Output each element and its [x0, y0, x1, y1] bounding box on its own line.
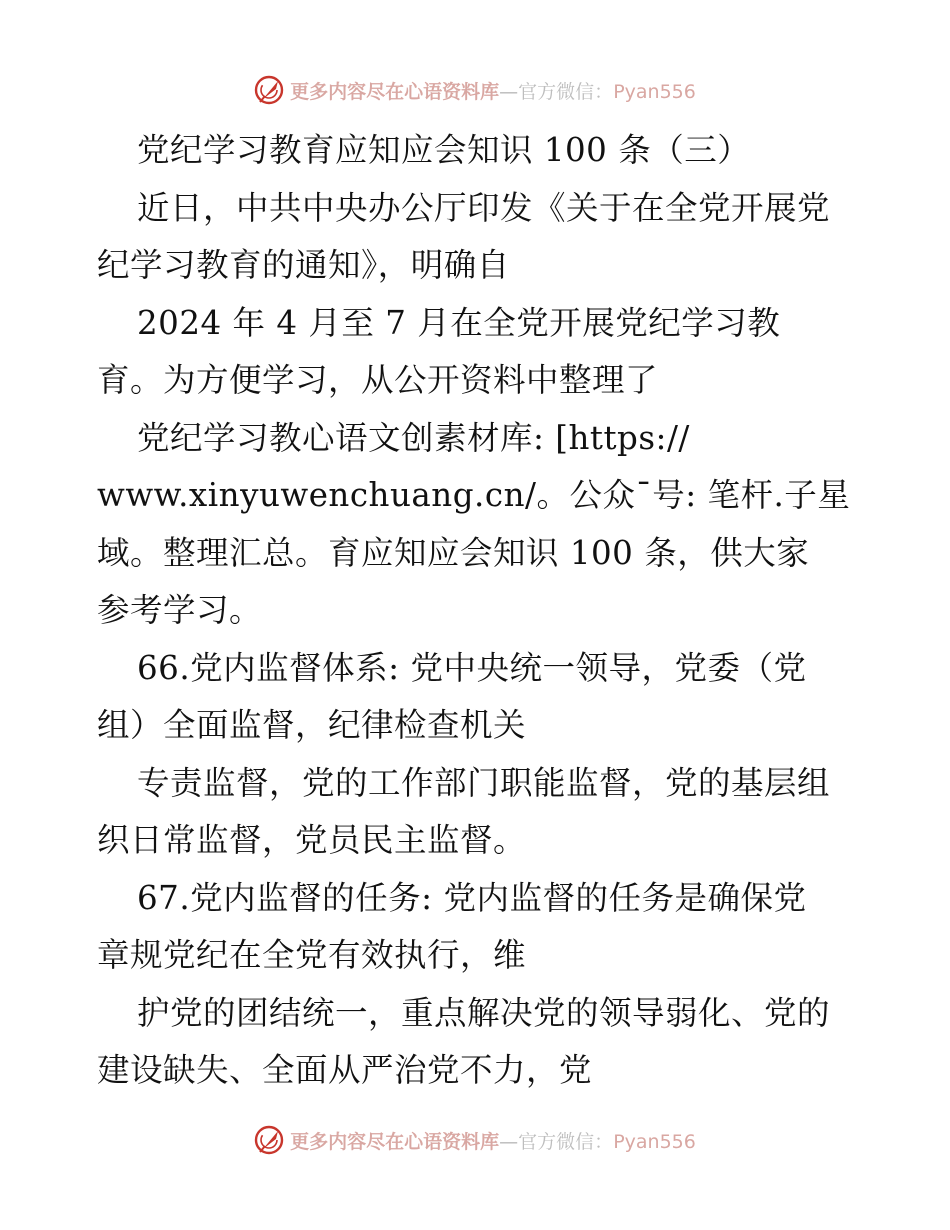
quill-logo-icon	[254, 1125, 284, 1155]
text-line: 护党的团结统一，重点解决党的领导弱化、党的	[137, 993, 831, 1032]
banner-separator: —	[499, 1130, 519, 1153]
footer-banner	[0, 1120, 950, 1160]
text-line: 2024 年 4 月至 7 月在全党开展党纪学习教	[137, 303, 781, 342]
document-body	[97, 122, 862, 1100]
text-line: 党纪学习教心语文创素材库: [https://	[137, 418, 690, 457]
footer-banner-text	[290, 1127, 696, 1154]
banner-sub-text: 官方微信：	[518, 80, 614, 103]
text-line: 育。为方便学习，从公开资料中整理了	[97, 361, 659, 399]
banner-wechat-id: Pyan556	[613, 80, 696, 103]
text-line: 组）全面监督，纪律检查机关	[97, 706, 527, 744]
item-66-heading: 66.党内监督体系: 党中央统一领导，党委（党	[137, 648, 807, 687]
document-title: 党纪学习教育应知应会知识 100 条（三）	[137, 131, 751, 169]
text-line: 域。整理汇总。育应知应会知识 100 条，供大家	[97, 533, 810, 572]
header-banner-text	[290, 77, 696, 104]
text-line: 建设缺失、全面从严治党不力，党	[97, 1051, 593, 1089]
text-line: www.xinyuwenchuang.cn/。公众¯号: 笔杆.子星	[97, 476, 851, 514]
text-line: 参考学习。	[97, 591, 263, 629]
banner-main-text: 更多内容尽在心语资料库	[290, 80, 500, 103]
banner-main-text: 更多内容尽在心语资料库	[290, 1130, 500, 1153]
quill-logo-icon	[254, 75, 284, 105]
banner-wechat-id: Pyan556	[613, 1130, 696, 1153]
text-line: 织日常监督，党员民主监督。	[97, 821, 527, 859]
text-line: 章规党纪在全党有效执行，维	[97, 936, 527, 974]
text-line: 纪学习教育的通知》，明确自	[97, 246, 510, 284]
header-banner	[0, 70, 950, 110]
text-line: 近日，中共中央办公厅印发《关于在全党开展党	[137, 188, 831, 227]
item-67-heading: 67.党内监督的任务: 党内监督的任务是确保党	[137, 878, 807, 917]
banner-sub-text: 官方微信：	[518, 1130, 614, 1153]
banner-separator: —	[499, 80, 519, 103]
text-line: 专责监督，党的工作部门职能监督，党的基层组	[137, 763, 831, 802]
